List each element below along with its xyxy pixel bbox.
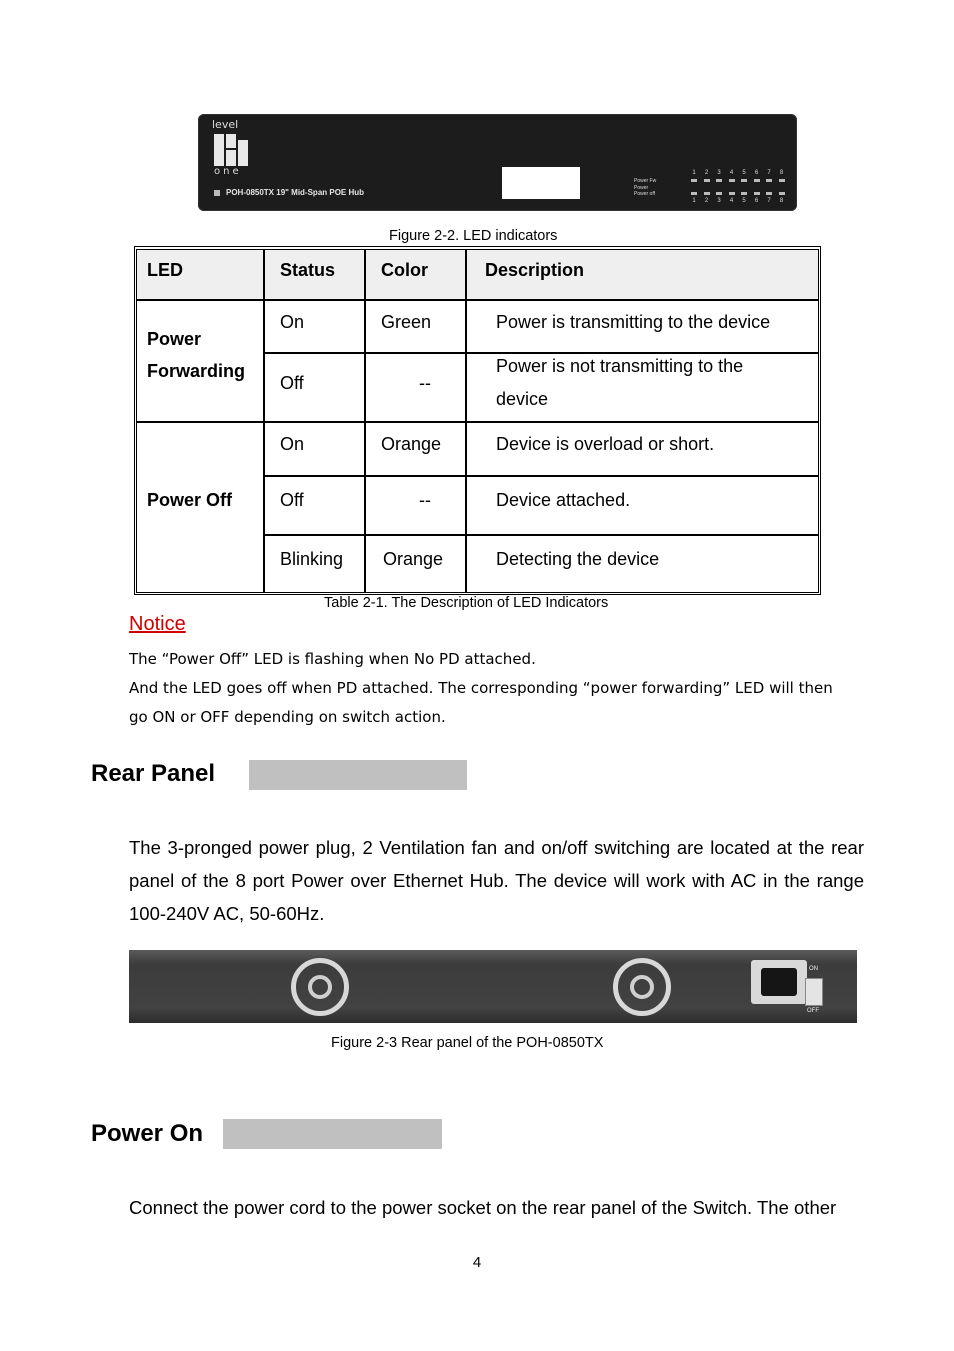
logo-text-one: one — [214, 166, 242, 177]
switch-off-label: OFF — [807, 1008, 819, 1014]
table-row: Device is overload or short. — [466, 422, 819, 476]
led-label-off: Power off — [634, 191, 656, 197]
figure-caption-front: Figure 2-2. LED indicators — [389, 228, 558, 244]
logo-text-level: level — [212, 118, 239, 131]
led-row-forward — [691, 179, 785, 182]
led-dot — [729, 179, 735, 182]
table-row: On — [264, 300, 365, 353]
table-row: Power is transmitting to the device — [466, 300, 819, 353]
led-dot — [691, 179, 697, 182]
led-dot — [741, 179, 747, 182]
led-dot — [766, 192, 772, 195]
table-header-cell: Status — [264, 249, 365, 300]
table-header-cell: LED — [136, 249, 264, 300]
notice-heading: Notice — [129, 613, 186, 635]
power-switch-icon — [805, 978, 823, 1006]
table-row: Detecting the device — [466, 535, 819, 593]
rear-panel-paragraph: The 3-pronged power plug, 2 Ventilation fan and on/off switching are located at the rear panel of the 8 port Power over Ethernet Hub. The device will work with AC in the range 100-240V AC, 50-60Hz. — [129, 837, 864, 924]
notice-text-line: go ON or OFF depending on switch action. — [129, 708, 446, 726]
table-row: Orange — [365, 422, 466, 476]
levelone-logo — [214, 134, 250, 166]
figure-caption-rear: Figure 2-3 Rear panel of the POH-0850TX — [331, 1035, 604, 1051]
table-header-cell: Description — [466, 249, 819, 300]
display-window — [502, 167, 580, 199]
table-row: -- — [365, 353, 466, 422]
fan-icon — [291, 958, 349, 1016]
table-row: Orange — [365, 535, 466, 593]
section-title-bar — [223, 1119, 442, 1149]
led-label-power: Power — [634, 185, 649, 191]
led-dot — [716, 192, 722, 195]
fan-icon — [613, 958, 671, 1016]
led-dot — [741, 192, 747, 195]
table-caption: Table 2-1. The Description of LED Indicators — [324, 595, 609, 611]
port-numbers-bottom: 1 2 3 4 5 6 7 8 — [692, 198, 784, 204]
led-label-forward: Power Fw — [634, 178, 657, 184]
led-dot — [704, 179, 710, 182]
led-dot — [704, 192, 710, 195]
front-panel-image — [198, 114, 797, 211]
rear-panel-image — [129, 950, 857, 1023]
section-title-bar — [249, 760, 467, 790]
table-row: Power is not transmitting to the device — [466, 353, 819, 422]
led-dot — [766, 179, 772, 182]
led-dot — [716, 179, 722, 182]
led-row-off — [691, 192, 785, 195]
power-socket-icon — [751, 960, 807, 1004]
table-row: Off — [264, 476, 365, 535]
table-header-cell: Color — [365, 249, 466, 300]
power-on-paragraph: Connect the power cord to the power socket on the rear panel of the Switch. The other — [129, 1197, 837, 1218]
table-cell-led-power-off: Power Off — [136, 422, 264, 593]
led-indicator-area — [634, 170, 794, 206]
table-row: Off — [264, 353, 365, 422]
switch-on-label: ON — [809, 966, 818, 972]
table-row: -- — [365, 476, 466, 535]
led-dot — [779, 192, 785, 195]
table-cell-led-power-forwarding: Power Forwarding — [136, 300, 264, 422]
led-dot — [754, 179, 760, 182]
section-title-power-on: Power On — [91, 1120, 204, 1147]
table-row: Green — [365, 300, 466, 353]
port-numbers-top: 1 2 3 4 5 6 7 8 — [692, 170, 784, 176]
page-number: 4 — [472, 1254, 482, 1271]
led-dot — [729, 192, 735, 195]
notice-text-line: And the LED goes off when PD attached. The corresponding “power forwarding” LED will then — [129, 679, 833, 697]
model-label: POH-0850TX 19" Mid-Span POE Hub — [214, 188, 364, 197]
section-title-rear-panel: Rear Panel — [91, 760, 216, 787]
led-dot — [754, 192, 760, 195]
notice-text-line: The “Power Off” LED is flashing when No PD attached. — [129, 650, 536, 668]
table-row: On — [264, 422, 365, 476]
led-dot — [691, 192, 697, 195]
led-dot — [779, 179, 785, 182]
table-row: Device attached. — [466, 476, 819, 535]
table-row: Blinking — [264, 535, 365, 593]
